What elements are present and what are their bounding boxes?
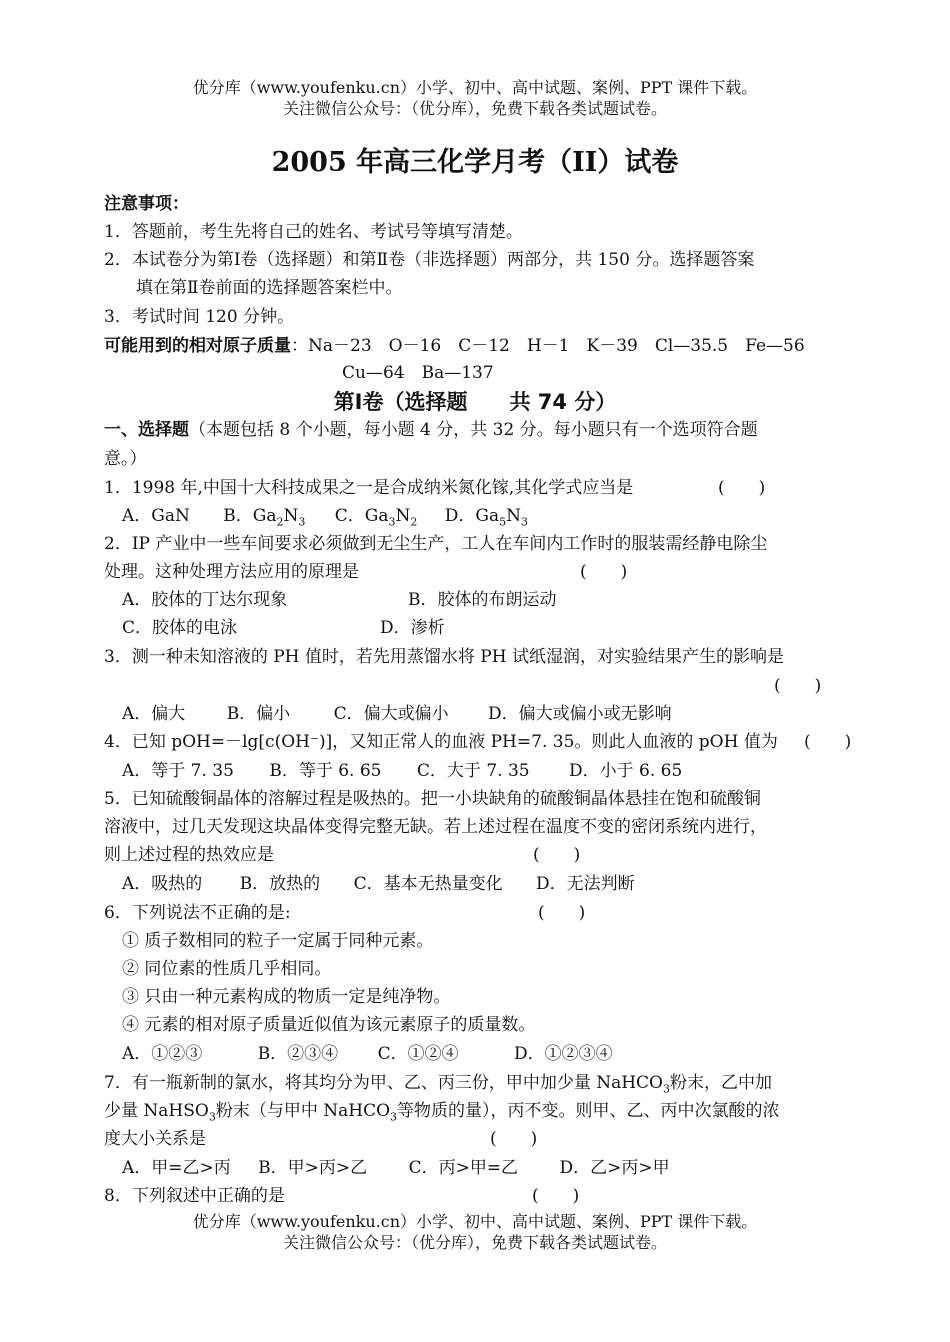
notes-item-1: 1．答题前，考生先将自己的姓名、考试号等填写清楚。: [104, 222, 523, 242]
question-5-stem-2: 溶液中，过几天发现这块晶体变得完整无缺。若上述过程在温度不变的密闭系统内进行，: [104, 817, 767, 837]
q1-option-d: D．$Ga_5N_3$: [444, 506, 529, 529]
notes-item-2: 2．本试卷分为第Ⅰ卷（选择题）和第Ⅱ卷（非选择题）两部分，共 150 分。选择题答案: [104, 250, 755, 270]
q6-option-c: C．①②④: [377, 1044, 459, 1064]
part-1-heading: 一、选择题: [104, 420, 189, 440]
question-6-stem: 6．下列说法不正确的是:: [104, 903, 291, 923]
question-5-stem: 5．已知硫酸铜晶体的溶解过程是吸热的。把一小块缺角的硫酸铜晶体悬挂在饱和硫酸铜: [104, 789, 761, 809]
q7-option-b: B．甲>丙>乙: [258, 1158, 368, 1178]
q3-option-a: A．偏大: [122, 704, 186, 724]
question-4-stem: 4．已知 pOH=－lg[c(OH⁻)]，又知正常人的血液 PH=7. 35。则此人血液的 pOH 值为: [104, 732, 778, 752]
question-3-bracket: ( ): [774, 676, 822, 696]
q3-option-b: B．偏小: [226, 704, 291, 724]
notes-heading: 注意事项：: [104, 194, 189, 214]
question-6-options: [122, 1042, 613, 1066]
question-7-stem: 7．有一瓶新制的氯水，将其均分为甲、乙、丙三份，甲中加少量 NaHCO$_3$粉末，乙中加: [104, 1073, 772, 1096]
question-7-bracket: ( ): [490, 1129, 538, 1149]
q3-option-d: D．偏大或偏小或无影响: [488, 704, 672, 724]
q5-option-b: B．放热的: [239, 874, 321, 894]
q6-option-a: A．①②③: [122, 1044, 203, 1064]
q4-option-b: B．等于 6. 65: [269, 761, 382, 781]
question-2-bracket: ( ): [580, 562, 628, 582]
q2-option-d: D．渗析: [380, 618, 445, 638]
header-line-2: 关注微信公众号：（优分库），免费下载各类试题试卷。: [282, 99, 667, 118]
atomic-mass-values: ：Na－23 O－16 C－12 H－1 K－39 Cl—35.5 Fe—56: [291, 336, 805, 356]
q7-option-a: A．甲=乙>丙: [122, 1158, 231, 1178]
q2-option-a: A．胶体的丁达尔现象: [122, 590, 288, 610]
q6-statement-2: ② 同位素的性质几乎相同。: [122, 959, 332, 979]
atomic-mass-line: [104, 334, 805, 358]
question-5-bracket: ( ): [533, 845, 581, 865]
question-3-options: [122, 702, 672, 726]
q5-option-d: D．无法判断: [536, 874, 635, 894]
atomic-mass-label: 可能用到的相对原子质量: [104, 336, 291, 356]
question-2-stem: 2．IP 产业中一些车间要求必须做到无尘生产，工人在车间内工作时的服装需经静电除尘: [104, 534, 768, 554]
question-1-bracket: ( ): [718, 478, 766, 498]
q7-option-c: C．丙>甲=乙: [408, 1158, 519, 1178]
q2-option-b: B．胶体的布朗运动: [408, 590, 557, 610]
question-1-options: [122, 504, 528, 534]
question-7-stem-3: 度大小关系是: [104, 1129, 206, 1149]
q6-statement-3: ③ 只由一种元素构成的物质一定是纯净物。: [122, 987, 451, 1007]
part-1-desc: （本题包括 8 个小题，每小题 4 分，共 32 分。每小题只有一个选项符合题: [189, 420, 758, 440]
q4-option-a: A．等于 7. 35: [122, 761, 234, 781]
q4-option-d: D．小于 6. 65: [568, 761, 683, 781]
notes-item-3: 3．考试时间 120 分钟。: [104, 307, 295, 327]
question-7-options: [122, 1156, 670, 1180]
section-1-title: 第Ⅰ卷（选择题 共 74 分）: [333, 390, 617, 414]
question-3-stem: 3．测一种未知溶液的 PH 值时，若先用蒸馏水将 PH 试纸湿润，对实验结果产生的影响是: [104, 647, 784, 667]
q7-option-d: D．乙>丙>甲: [559, 1158, 670, 1178]
question-7-stem-2: 少量 NaHSO$_3$粉末（与甲中 NaHCO$_3$等物质的量），丙不变。则甲、乙、丙中次氯酸的浓: [104, 1101, 780, 1124]
q4-option-c: C．大于 7. 35: [416, 761, 530, 781]
question-8-bracket: ( ): [532, 1186, 580, 1206]
q3-option-c: C．偏大或偏小: [333, 704, 449, 724]
q1-option-b: B．$Ga_2N_3$: [223, 506, 306, 529]
question-5-options: [122, 872, 635, 896]
header-line-1: 优分库（www.youfenku.cn）小学、初中、高中试题、案例、PPT 课件下载。: [192, 78, 758, 97]
question-2-stem-cont: 处理。这种处理方法应用的原理是: [104, 562, 359, 582]
q5-option-c: C．基本无热量变化: [353, 874, 503, 894]
question-5-stem-3: 则上述过程的热效应是: [104, 845, 274, 865]
exam-title: 2005 年高三化学月考（II）试卷: [271, 147, 679, 178]
question-4-options: [122, 759, 682, 783]
atomic-mass-values-2: Cu—64 Ba—137: [342, 363, 494, 383]
q6-statement-4: ④ 元素的相对原子质量近似值为该元素原子的质量数。: [122, 1015, 536, 1035]
q6-statement-1: ① 质子数相同的粒子一定属于同种元素。: [122, 931, 434, 951]
part-1-intro: [104, 418, 758, 442]
q6-option-b: B．②③④: [257, 1044, 339, 1064]
q6-option-d: D．①②③④: [514, 1044, 613, 1064]
q1-option-c: C．$Ga_3N_2$: [334, 506, 418, 529]
question-4-bracket: ( ): [804, 732, 852, 752]
footer-line-2: 关注微信公众号：（优分库），免费下载各类试题试卷。: [282, 1233, 667, 1252]
q5-option-a: A．吸热的: [122, 874, 203, 894]
footer-line-1: 优分库（www.youfenku.cn）小学、初中、高中试题、案例、PPT 课件下载。: [192, 1212, 758, 1231]
question-8-stem: 8．下列叙述中正确的是: [104, 1186, 285, 1206]
q2-option-c: C．胶体的电泳: [122, 618, 238, 638]
q1-option-a: A．GaN: [122, 506, 190, 526]
notes-item-2-cont: 填在第Ⅱ卷前面的选择题答案栏中。: [136, 278, 403, 298]
question-6-bracket: ( ): [538, 903, 586, 923]
part-1-desc-cont: 意。）: [104, 449, 147, 469]
question-1-stem: 1．1998 年,中国十大科技成果之一是合成纳米氮化镓,其化学式应当是: [104, 478, 634, 498]
